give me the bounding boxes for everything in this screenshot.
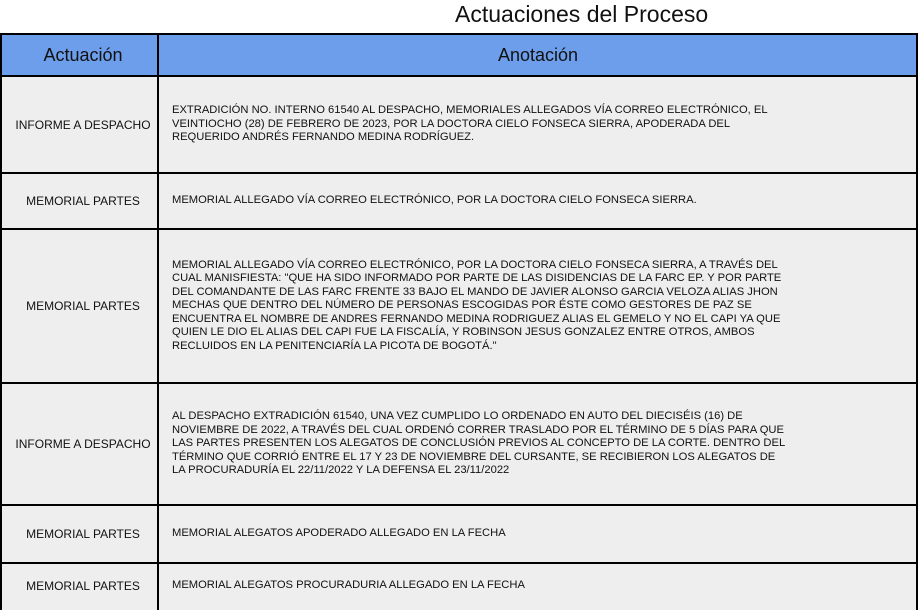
actuacion-cell: INFORME A DESPACHO — [15, 117, 151, 132]
table-header-row — [0, 33, 918, 77]
table-row — [0, 564, 918, 610]
anotacion-text: EXTRADICIÓN NO. INTERNO 61540 AL DESPACHO, MEMORIALES ALLEGADOS VÍA CORREO ELECTRÓNICO, EL VEINTIOCHO (28) DE FEBRERO DE 2023, POR LA DOCTORA CIELO FONSECA SIERRA, APODERADA DEL REQUERIDO ANDRÉS FERNANDO MEDINA RODRÍGUEZ. — [172, 104, 768, 144]
anotacion-cell — [172, 174, 902, 228]
actuacion-cell: MEMORIAL PARTES — [26, 579, 140, 593]
table-row — [0, 506, 918, 564]
anotacion-text: MEMORIAL ALLEGADO VÍA CORREO ELECTRÓNICO, POR LA DOCTORA CIELO FONSECA SIERRA, A TRAVÉS DEL CUAL MANISFIESTA: "QUE HA SIDO INFORMADO POR PARTE DE LAS DISIDENCIAS DE LA FARC EP. Y POR PARTE DEL COMANDANTE DE LAS FARC FRENTE 33 BAJO EL MANDO DE JAVIER ALONSO GARCIA VELOZA ALIAS JHON MECHAS QUE DENTRO DEL NÚMERO DE PERSONAS ESCOGIDAS POR ÉSTE COMO GESTORES DE PAZ SE ENCUENTRA EL NOMBRE DE ANDRES FERNANDO MEDINA RODRIGUEZ ALIAS EL GEMELO Y NO EL CAPI YA QUE QUIEN LE DIO EL ALIAS DEL CAPI FUE LA FISCALÍA, Y ROBINSON JESUS GONZALEZ ENTRE OTROS, AMBOS RECLUIDOS EN LA PENITENCIARÍA LA PICOTA DE BOGOTÁ." — [172, 259, 782, 352]
anotacion-text: AL DESPACHO EXTRADICIÓN 61540, UNA VEZ CUMPLIDO LO ORDENADO EN AUTO DEL DIECISÉIS (16) DE NOVIEMBRE DE 2022, A TRAVÉS DEL CUAL ORDENÓ CORRER TRASLADO POR EL TÉRMINO DE 5 DÍAS PARA QUE LAS PARTES PRESENTEN LOS ALEGATOS DE CONCLUSIÓN PREVIOS AL CONCEPTO DE LA CORTE. DENTRO DEL TÉRMINO QUE CORRIÓ ENTRE EL 17 Y 23 DE NOVIEMBRE DEL CURSANTE, SE RECIBIERON LOS ALEGATOS DE LA PROCURADURÍA EL 22/11/2022 Y LA DEFENSA EL 23/11/2022 — [172, 410, 786, 477]
table-row — [0, 77, 918, 174]
actuacion-cell: INFORME A DESPACHO — [15, 437, 151, 451]
column-header-actuacion: Actuación — [43, 44, 123, 65]
table-row — [0, 384, 918, 506]
actuacion-cell: MEMORIAL PARTES — [26, 299, 140, 313]
table-row — [0, 230, 918, 384]
anotacion-cell — [172, 564, 902, 608]
anotacion-text: MEMORIAL ALEGATOS APODERADO ALLEGADO EN LA FECHA — [172, 527, 506, 540]
actuacion-cell: MEMORIAL PARTES — [26, 194, 140, 208]
anotacion-cell — [172, 506, 902, 562]
column-divider — [157, 33, 159, 610]
anotacion-text: MEMORIAL ALLEGADO VÍA CORREO ELECTRÓNICO, POR LA DOCTORA CIELO FONSECA SIERRA. — [172, 194, 697, 207]
table-row — [0, 174, 918, 230]
anotacion-cell — [172, 230, 902, 382]
actuacion-cell: MEMORIAL PARTES — [26, 527, 140, 541]
anotacion-cell — [172, 384, 902, 504]
page-title: Actuaciones del Proceso — [455, 1, 709, 27]
anotacion-cell — [172, 77, 902, 172]
column-header-anotacion: Anotación — [497, 44, 579, 65]
actuaciones-table — [0, 33, 918, 610]
anotacion-text: MEMORIAL ALEGATOS PROCURADURIA ALLEGADO EN LA FECHA — [172, 579, 525, 592]
table-left-border — [0, 33, 2, 610]
